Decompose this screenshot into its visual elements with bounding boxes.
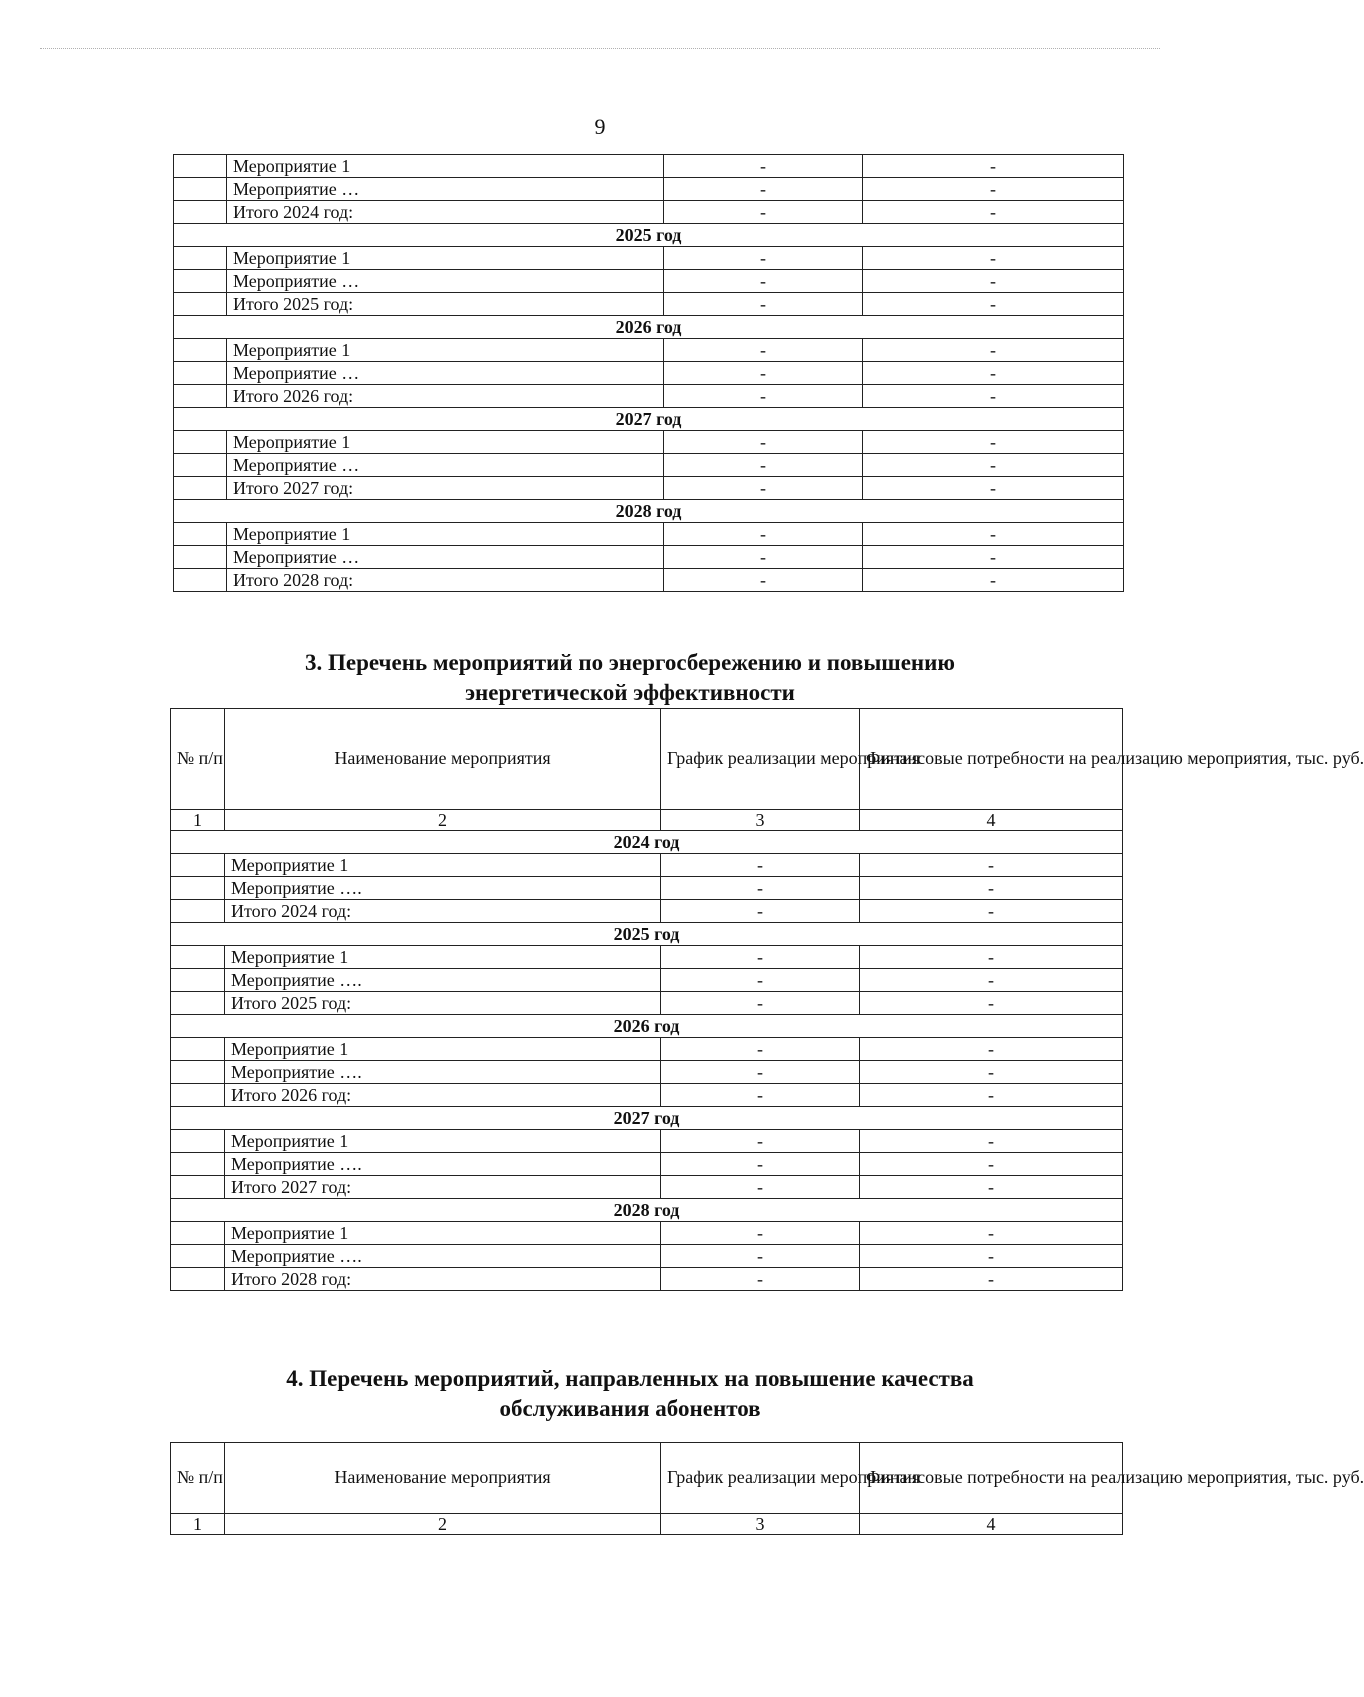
year-row — [174, 408, 1124, 431]
measure-name: Мероприятие 1 — [225, 1038, 661, 1061]
measure-name: Мероприятие …. — [225, 877, 661, 900]
row-number-cell — [174, 155, 227, 178]
section4-title — [155, 1364, 1105, 1424]
year-row — [171, 923, 1123, 946]
year-row — [171, 831, 1123, 854]
total-row — [171, 900, 1123, 923]
measure-name: Мероприятие …. — [225, 1061, 661, 1084]
table-row — [171, 1153, 1123, 1176]
section3-title-line1: 3. Перечень мероприятий по энергосбережению и повышению — [305, 650, 955, 675]
schedule-cell: - — [664, 155, 863, 178]
finance-cell: - — [860, 1130, 1123, 1153]
table-row — [174, 155, 1124, 178]
schedule-cell: - — [664, 293, 863, 316]
finance-cell: - — [860, 1176, 1123, 1199]
measure-name: Мероприятие 1 — [225, 1222, 661, 1245]
table-row — [171, 1130, 1123, 1153]
table-row — [171, 1222, 1123, 1245]
row-number-cell — [174, 362, 227, 385]
total-row — [174, 385, 1124, 408]
header-num: № п/п — [171, 709, 225, 810]
row-number-cell — [174, 431, 227, 454]
schedule-cell: - — [664, 270, 863, 293]
measure-name: Мероприятие 1 — [227, 523, 664, 546]
row-number-cell — [171, 1268, 225, 1291]
total-row — [171, 1176, 1123, 1199]
row-number-cell — [174, 201, 227, 224]
year-row — [174, 500, 1124, 523]
total-label: Итого 2028 год: — [227, 569, 664, 592]
index-cell: 3 — [661, 1514, 860, 1535]
row-number-cell — [171, 1038, 225, 1061]
row-number-cell — [171, 854, 225, 877]
schedule-cell: - — [661, 992, 860, 1015]
table-row — [174, 178, 1124, 201]
section4-index-row — [171, 1514, 1123, 1535]
measure-name: Мероприятие 1 — [227, 431, 664, 454]
table-row — [171, 1038, 1123, 1061]
schedule-cell: - — [661, 877, 860, 900]
year-heading: 2028 год — [171, 1199, 1123, 1222]
measure-name: Мероприятие 1 — [225, 946, 661, 969]
row-number-cell — [171, 900, 225, 923]
table-row — [171, 1061, 1123, 1084]
total-row — [174, 477, 1124, 500]
schedule-cell: - — [661, 900, 860, 923]
finance-cell: - — [860, 1038, 1123, 1061]
schedule-cell: - — [661, 1245, 860, 1268]
section4-title-line2: обслуживания абонентов — [499, 1396, 761, 1421]
schedule-cell: - — [664, 385, 863, 408]
row-number-cell — [171, 1176, 225, 1199]
row-number-cell — [171, 1130, 225, 1153]
section4-title-line1: 4. Перечень мероприятий, направленных на повышение качества — [286, 1366, 974, 1391]
total-label: Итого 2028 год: — [225, 1268, 661, 1291]
schedule-cell: - — [661, 1176, 860, 1199]
row-number-cell — [174, 546, 227, 569]
table-row — [171, 877, 1123, 900]
row-number-cell — [174, 247, 227, 270]
finance-cell: - — [863, 431, 1124, 454]
header-schedule: График реализации мероприятия — [661, 709, 860, 810]
measure-name: Мероприятие 1 — [225, 1130, 661, 1153]
total-row — [174, 201, 1124, 224]
finance-cell: - — [863, 546, 1124, 569]
schedule-cell: - — [664, 178, 863, 201]
finance-cell: - — [863, 247, 1124, 270]
finance-cell: - — [863, 339, 1124, 362]
section4-table — [170, 1442, 1364, 1535]
schedule-cell: - — [664, 523, 863, 546]
index-cell: 1 — [171, 810, 225, 831]
total-label: Итого 2027 год: — [225, 1176, 661, 1199]
schedule-cell: - — [661, 1084, 860, 1107]
top-table — [173, 154, 1124, 592]
section3-title — [155, 648, 1105, 708]
row-number-cell — [171, 1245, 225, 1268]
schedule-cell: - — [664, 339, 863, 362]
table-row — [171, 1245, 1123, 1268]
year-heading: 2028 год — [174, 500, 1124, 523]
schedule-cell: - — [664, 477, 863, 500]
measure-name: Мероприятие 1 — [227, 339, 664, 362]
header-name: Наименование мероприятия — [225, 1443, 661, 1514]
finance-cell: - — [860, 1061, 1123, 1084]
measure-name: Мероприятие …. — [225, 1153, 661, 1176]
table-row — [174, 523, 1124, 546]
index-cell: 2 — [225, 1514, 661, 1535]
year-heading: 2026 год — [171, 1015, 1123, 1038]
schedule-cell: - — [664, 362, 863, 385]
header-schedule: График реализации мероприятия — [661, 1443, 860, 1514]
row-number-cell — [174, 270, 227, 293]
table-row — [174, 270, 1124, 293]
finance-cell: - — [860, 854, 1123, 877]
index-cell: 4 — [860, 1514, 1123, 1535]
schedule-cell: - — [661, 946, 860, 969]
finance-cell: - — [863, 385, 1124, 408]
table-row — [171, 854, 1123, 877]
row-number-cell — [171, 1153, 225, 1176]
total-label: Итого 2025 год: — [227, 293, 664, 316]
total-row — [174, 293, 1124, 316]
table-row — [171, 946, 1123, 969]
header-finance: Финансовые потребности на реализацию мероприятия, тыс. руб. — [860, 1443, 1123, 1514]
table-row — [174, 431, 1124, 454]
measure-name: Мероприятие … — [227, 362, 664, 385]
year-heading: 2026 год — [174, 316, 1124, 339]
measure-name: Мероприятие 1 — [227, 247, 664, 270]
measure-name: Мероприятие … — [227, 178, 664, 201]
year-heading: 2025 год — [174, 224, 1124, 247]
year-row — [171, 1107, 1123, 1130]
row-number-cell — [171, 1084, 225, 1107]
schedule-cell: - — [664, 431, 863, 454]
section3-table — [170, 708, 1364, 1291]
finance-cell: - — [860, 969, 1123, 992]
year-row — [174, 316, 1124, 339]
schedule-cell: - — [661, 1061, 860, 1084]
total-label: Итого 2024 год: — [227, 201, 664, 224]
total-row — [171, 992, 1123, 1015]
schedule-cell: - — [661, 1153, 860, 1176]
header-finance: Финансовые потребности на реализацию мероприятия, тыс. руб. — [860, 709, 1123, 810]
table-row — [171, 969, 1123, 992]
finance-cell: - — [863, 293, 1124, 316]
table-row — [174, 247, 1124, 270]
scan-artifact-line — [40, 48, 1160, 49]
schedule-cell: - — [661, 1222, 860, 1245]
index-cell: 2 — [225, 810, 661, 831]
finance-cell: - — [860, 1222, 1123, 1245]
finance-cell: - — [860, 900, 1123, 923]
finance-cell: - — [863, 454, 1124, 477]
index-cell: 3 — [661, 810, 860, 831]
finance-cell: - — [860, 1245, 1123, 1268]
section3-header-row — [171, 709, 1123, 810]
year-heading: 2024 год — [171, 831, 1123, 854]
year-row — [171, 1199, 1123, 1222]
row-number-cell — [174, 385, 227, 408]
finance-cell: - — [860, 1153, 1123, 1176]
finance-cell: - — [860, 1268, 1123, 1291]
year-row — [174, 224, 1124, 247]
row-number-cell — [174, 293, 227, 316]
total-label: Итого 2024 год: — [225, 900, 661, 923]
year-heading: 2025 год — [171, 923, 1123, 946]
schedule-cell: - — [664, 569, 863, 592]
measure-name: Мероприятие …. — [225, 1245, 661, 1268]
header-num: № п/п — [171, 1443, 225, 1514]
page-number: 9 — [594, 114, 606, 139]
section3-table-body — [171, 831, 1123, 1291]
row-number-cell — [171, 877, 225, 900]
row-number-cell — [174, 477, 227, 500]
finance-cell: - — [863, 155, 1124, 178]
finance-cell: - — [860, 877, 1123, 900]
row-number-cell — [174, 569, 227, 592]
schedule-cell: - — [661, 1038, 860, 1061]
total-label: Итого 2026 год: — [225, 1084, 661, 1107]
total-label: Итого 2026 год: — [227, 385, 664, 408]
total-label: Итого 2027 год: — [227, 477, 664, 500]
measure-name: Мероприятие …. — [225, 969, 661, 992]
finance-cell: - — [863, 178, 1124, 201]
measure-name: Мероприятие 1 — [227, 155, 664, 178]
schedule-cell: - — [661, 854, 860, 877]
finance-cell: - — [863, 270, 1124, 293]
total-row — [171, 1268, 1123, 1291]
row-number-cell — [174, 339, 227, 362]
total-row — [171, 1084, 1123, 1107]
year-row — [171, 1015, 1123, 1038]
finance-cell: - — [863, 477, 1124, 500]
table-row — [174, 362, 1124, 385]
schedule-cell: - — [664, 247, 863, 270]
header-name: Наименование мероприятия — [225, 709, 661, 810]
index-cell: 1 — [171, 1514, 225, 1535]
section3-index-row — [171, 810, 1123, 831]
year-heading: 2027 год — [174, 408, 1124, 431]
finance-cell: - — [860, 992, 1123, 1015]
schedule-cell: - — [664, 201, 863, 224]
row-number-cell — [171, 969, 225, 992]
table-row — [174, 339, 1124, 362]
measure-name: Мероприятие 1 — [225, 854, 661, 877]
row-number-cell — [174, 454, 227, 477]
total-label: Итого 2025 год: — [225, 992, 661, 1015]
row-number-cell — [171, 1222, 225, 1245]
section4-header-row — [171, 1443, 1123, 1514]
finance-cell: - — [863, 523, 1124, 546]
finance-cell: - — [863, 201, 1124, 224]
finance-cell: - — [860, 1084, 1123, 1107]
year-heading: 2027 год — [171, 1107, 1123, 1130]
schedule-cell: - — [664, 546, 863, 569]
measure-name: Мероприятие … — [227, 454, 664, 477]
schedule-cell: - — [664, 454, 863, 477]
table-row — [174, 454, 1124, 477]
finance-cell: - — [863, 362, 1124, 385]
row-number-cell — [174, 523, 227, 546]
index-cell: 4 — [860, 810, 1123, 831]
row-number-cell — [174, 178, 227, 201]
row-number-cell — [171, 946, 225, 969]
row-number-cell — [171, 1061, 225, 1084]
schedule-cell: - — [661, 1268, 860, 1291]
measure-name: Мероприятие … — [227, 270, 664, 293]
table-row — [174, 546, 1124, 569]
measure-name: Мероприятие … — [227, 546, 664, 569]
top-table-body — [174, 155, 1124, 592]
row-number-cell — [171, 992, 225, 1015]
finance-cell: - — [860, 946, 1123, 969]
schedule-cell: - — [661, 1130, 860, 1153]
finance-cell: - — [863, 569, 1124, 592]
section3-title-line2: энергетической эффективности — [465, 680, 795, 705]
total-row — [174, 569, 1124, 592]
schedule-cell: - — [661, 969, 860, 992]
